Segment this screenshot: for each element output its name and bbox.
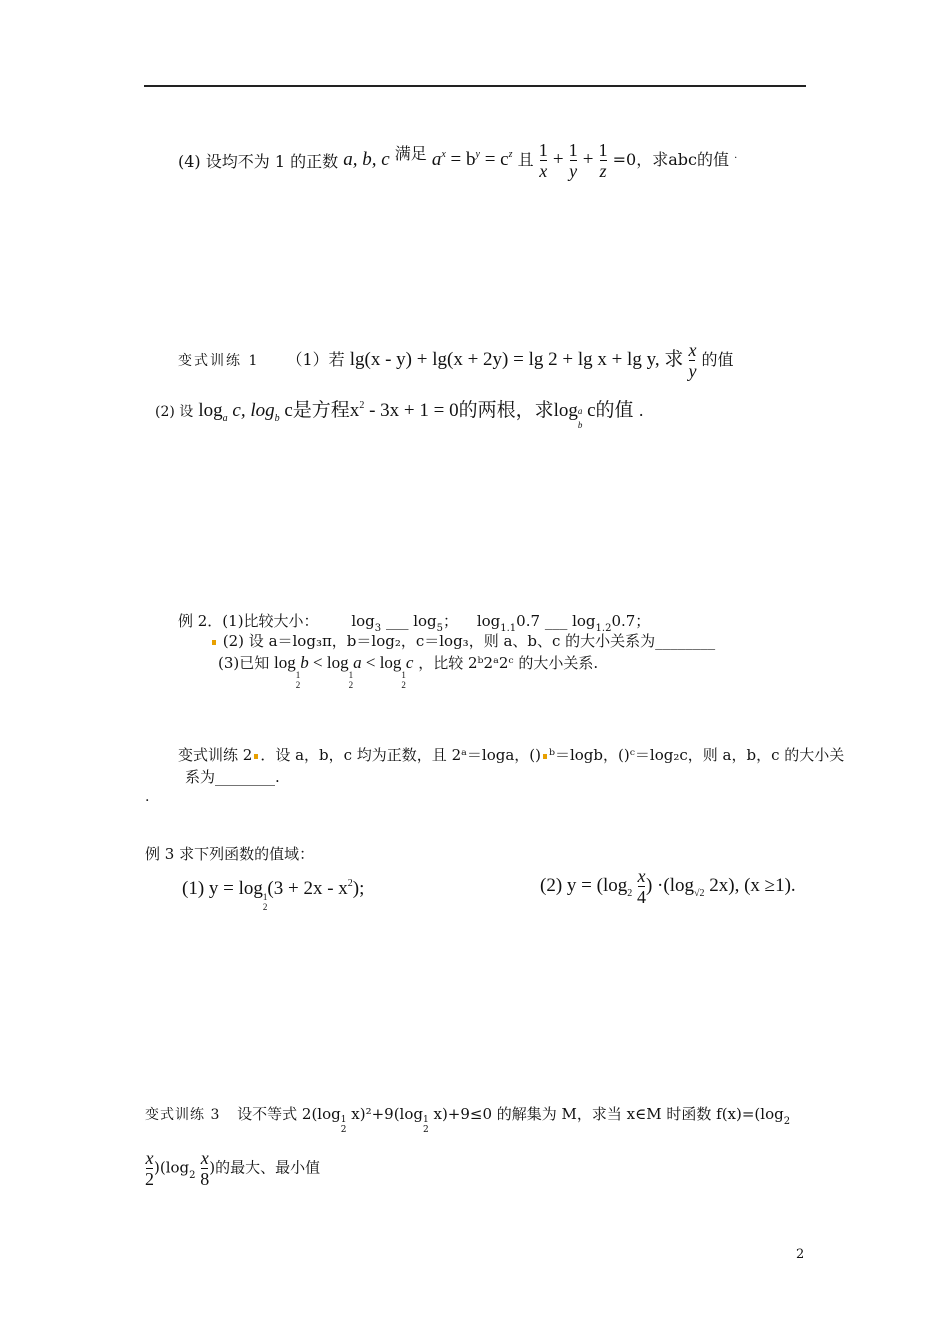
exp-x: x <box>441 149 446 160</box>
variant-3-line-1: 变式训练 3 设不等式 2(log 1 2 x)²+9(log 1 2 x)+9≤0 的解集为 M，求当 x∈M 时函数 $f(x)=(\log_2$ <box>145 1105 791 1135</box>
fraction-1-over-y: $\frac{1}{y}$ <box>568 140 578 181</box>
problem-4: (4) 设均不为 1 的正数 a, b, c 满足 $a^x = b^y = c^z$ 且 $\frac{1}{x}$ + $\frac{1}{y}$ + $\frac{1}{z}$ =0，求abc的值 · <box>178 140 738 181</box>
variant-1-line-2: (2) 设 $\log_a c$, $\log_b c$是方程$x^2 - 3x + 1 = 0$的两根，求log a b c的值 . <box>155 400 644 430</box>
variant-2-text: ．设 a，b，c 均为正数，且 2ᵃ＝loga，() <box>260 746 541 764</box>
example-2-line-1: 例 2．(1)比较大小： $\log_3$ ___ $\log_5$； $\log_{1.1}0.7$ ___ $\log_{1.2}0.7$； <box>178 612 651 634</box>
mark-icon <box>254 754 258 759</box>
variant-1-line-1 <box>178 340 734 381</box>
example-2-line-3: (3)已知 log 1 2 b < log 1 2 a < log 1 2 c ，比较 2ᵇ2ᵃ2ᶜ 的大小关系. <box>218 653 599 690</box>
variant-1-p2-end: . <box>638 401 644 420</box>
variant-1-p1-tail: 的值 <box>701 350 734 369</box>
fraction-1-over-x: $\frac{1}{x}$ <box>538 140 548 181</box>
variant-2-label: 变式训练 2 <box>178 746 253 764</box>
mark-icon <box>543 754 547 759</box>
variant-2-line2-text: 系为________. <box>185 768 280 786</box>
problem-4-dot: · <box>734 153 738 164</box>
example-2-line-2 <box>210 630 715 652</box>
var-a: a <box>431 149 442 170</box>
problem-4-mid: 满足 <box>394 144 427 163</box>
page-number: 2 <box>796 1247 805 1262</box>
example-2-p3-prefix: (3)已知 <box>218 654 270 672</box>
fraction-1-over-z: $\frac{1}{z}$ <box>598 140 608 181</box>
problem-4-vars: a, b, c <box>343 149 390 170</box>
eq-b: = b <box>445 149 476 170</box>
exp-y: y <box>475 149 480 160</box>
variant-2-dot: . <box>145 789 150 805</box>
example-3-f1: (1) y = log 1 2 $(3 + 2x - x^2)$; <box>182 878 365 912</box>
header-rule <box>144 85 806 87</box>
variant-1-p1-prefix: （1）若 <box>286 350 345 369</box>
exp-z: z <box>508 149 513 160</box>
example-2-p1: 例 2．(1)比较大小： <box>178 612 319 630</box>
variant-2-line-2 <box>185 766 280 788</box>
variant-1-p2-prefix: (2) 设 <box>155 404 194 420</box>
example-2-p2: (2) 设 a＝log₃π，b＝log₂，c＝log₃，则 a、b、c 的大小关系为________ <box>222 632 716 650</box>
problem-4-tail: =0，求abc的值 <box>612 150 729 169</box>
example-2-p3-tail: ，比较 2ᵇ2ᵃ2ᶜ 的大小关系. <box>418 654 599 672</box>
example-3-f2: (2) $y = (\log_2$ $\frac{x}{4}$ ) $\cdot(\log_{√2}$ 2x), (x ≥1). <box>540 866 796 907</box>
variant-3-line-2: $\frac{x}{2}$ )($\log_2$ $\frac{x}{8}$ )的最大、最小值 <box>145 1148 321 1189</box>
problem-4-and: 且 <box>517 150 534 169</box>
variant-1-p1-math: lg(x - y) + lg(x + 2y) = lg 2 + lg x + lg y, 求 <box>349 349 684 370</box>
variant-2-line-1 <box>178 744 844 766</box>
variant-1-label: 变式训练 1 <box>178 353 260 369</box>
eq-c: = c <box>479 149 509 170</box>
example-3-title: 例 3 求下列函数的值域： <box>145 845 315 863</box>
problem-4-prefix: (4) 设均不为 1 的正数 <box>178 152 339 171</box>
mark-icon <box>212 640 216 645</box>
fraction-x-over-y: $\frac{x}{y}$ <box>688 340 697 381</box>
variant-2-text2: ᵇ＝logb，()ᶜ＝log₂c，则 a，b，c 的大小关 <box>548 746 845 764</box>
variant-3-label: 变式训练 3 <box>145 1107 221 1123</box>
